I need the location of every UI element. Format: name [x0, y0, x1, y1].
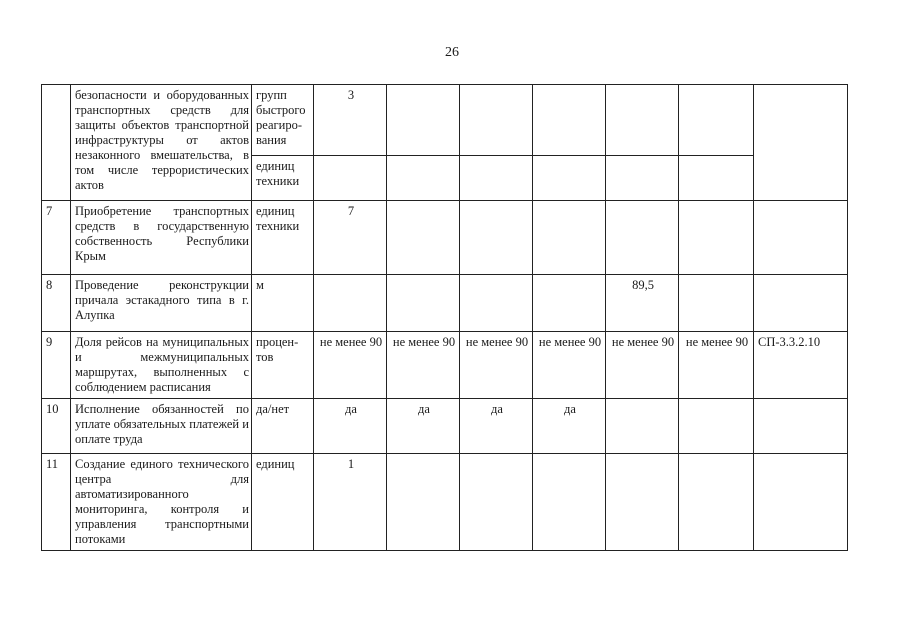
value-cell: не менее 90 — [533, 332, 606, 399]
row-number-cell: 8 — [42, 275, 71, 332]
value-cell: не менее 90 — [606, 332, 679, 399]
description-cell: безопасности и оборудованных транспортных средств для защиты объектов транспортной инфраструктуры от актов незаконного вмешательства, в том числе террористических актов — [71, 85, 252, 201]
row-number-cell: 11 — [42, 454, 71, 551]
value-cell — [679, 85, 754, 156]
reference-cell: СП-3.3.2.10 — [754, 332, 848, 399]
value-cell — [460, 454, 533, 551]
value-cell — [679, 399, 754, 454]
value-cell — [679, 275, 754, 332]
indicators-table — [41, 84, 848, 551]
value-cell: 7 — [314, 201, 387, 275]
value-cell — [387, 454, 460, 551]
row-number-cell: 7 — [42, 201, 71, 275]
value-cell — [460, 201, 533, 275]
table-row — [42, 275, 848, 332]
reference-cell — [754, 454, 848, 551]
unit-cell: да/нет — [252, 399, 314, 454]
value-cell: не менее 90 — [314, 332, 387, 399]
table-row — [42, 201, 848, 275]
value-cell: 1 — [314, 454, 387, 551]
value-cell: да — [533, 399, 606, 454]
unit-cell: процен-тов — [252, 332, 314, 399]
value-cell — [460, 85, 533, 156]
value-cell — [533, 85, 606, 156]
value-cell: 3 — [314, 85, 387, 156]
description-cell: Создание единого технического центра для автоматизированного мониторинга, контроля и управления транспортными потоками — [71, 454, 252, 551]
value-cell — [533, 201, 606, 275]
value-cell: да — [460, 399, 533, 454]
value-cell — [679, 201, 754, 275]
value-cell — [606, 201, 679, 275]
value-cell — [606, 156, 679, 201]
table-row — [42, 454, 848, 551]
value-cell — [606, 399, 679, 454]
description-cell: Приобретение транспортных средств в государственную собственность Республики Крым — [71, 201, 252, 275]
value-cell: да — [314, 399, 387, 454]
description-cell: Проведение реконструкции причала эстакадного типа в г. Алупка — [71, 275, 252, 332]
value-cell — [533, 454, 606, 551]
description-cell: Доля рейсов на муниципальных и межмуниципальных маршрутах, выполненных с соблюдением расписания — [71, 332, 252, 399]
page-number: 26 — [445, 45, 459, 60]
value-cell — [533, 156, 606, 201]
value-cell: 89,5 — [606, 275, 679, 332]
value-cell — [314, 275, 387, 332]
reference-cell — [754, 275, 848, 332]
value-cell — [387, 275, 460, 332]
unit-cell: единиц техники — [252, 156, 314, 201]
value-cell — [679, 156, 754, 201]
value-cell — [460, 275, 533, 332]
value-cell — [387, 201, 460, 275]
value-cell — [387, 85, 460, 156]
table-row — [42, 399, 848, 454]
value-cell — [460, 156, 533, 201]
unit-cell: единиц — [252, 454, 314, 551]
reference-cell — [754, 399, 848, 454]
unit-cell: единиц техники — [252, 201, 314, 275]
description-cell: Исполнение обязанностей по уплате обязательных платежей и оплате труда — [71, 399, 252, 454]
reference-cell — [754, 85, 848, 201]
unit-cell: групп быстрого реагиро-вания — [252, 85, 314, 156]
value-cell — [606, 454, 679, 551]
value-cell: да — [387, 399, 460, 454]
table-row — [42, 85, 848, 156]
value-cell — [533, 275, 606, 332]
value-cell — [606, 85, 679, 156]
row-number-cell: 9 — [42, 332, 71, 399]
value-cell: не менее 90 — [679, 332, 754, 399]
value-cell: не менее 90 — [387, 332, 460, 399]
row-number-cell — [42, 85, 71, 201]
unit-cell: м — [252, 275, 314, 332]
value-cell: не менее 90 — [460, 332, 533, 399]
row-number-cell: 10 — [42, 399, 71, 454]
value-cell — [387, 156, 460, 201]
value-cell — [314, 156, 387, 201]
value-cell — [679, 454, 754, 551]
table-row — [42, 332, 848, 399]
reference-cell — [754, 201, 848, 275]
